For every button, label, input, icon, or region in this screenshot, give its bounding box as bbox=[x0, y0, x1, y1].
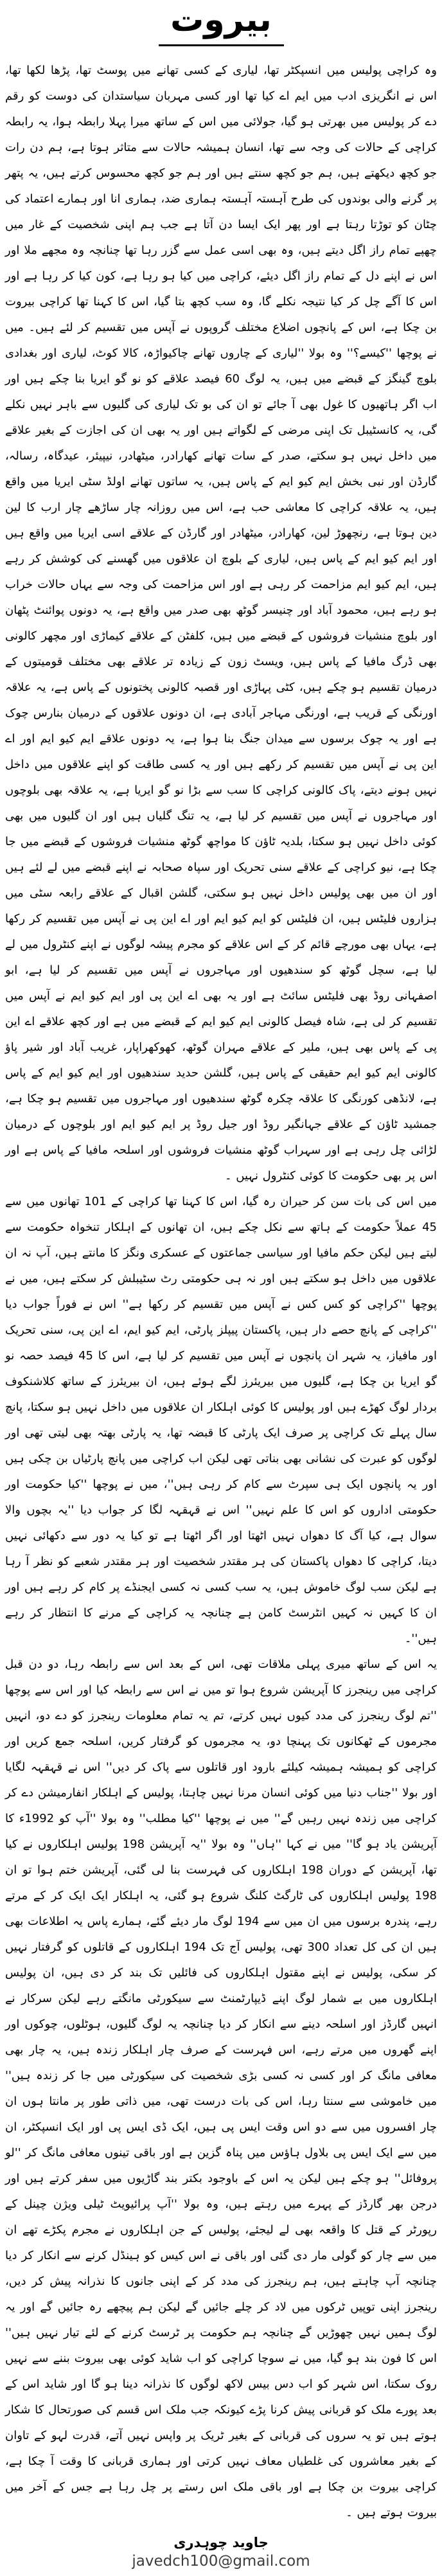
author-name: جاوید چوہدری bbox=[173, 2534, 269, 2550]
author-email: javedch100@gmail.com bbox=[132, 2552, 310, 2570]
title-divider bbox=[159, 44, 284, 46]
page-title: بیروت bbox=[170, 1, 272, 39]
article-body bbox=[5, 58, 437, 2526]
article-paragraph-2: میں اس کی بات سن کر حیران رہ گیا، اس کا کہنا تھا کراچی کے 101 تھانوں میں سے 45 عملاً حکومت کے ہاتھ سے نکل چکے ہیں، ان تھانوں کے اہلکار تنخواہ حکومت سے لیتے ہیں لیکن حکم مافیا اور سیاسی جماعتوں کے عسکری ونگز کا مانتے ہیں، آپ نہ ان علاقوں میں داخل ہو سکتے ہیں اور نہ ہی حکومتی رٹ سٹیبلش کر سکتے ہیں، میں نے پوچھا ''کراچی کو کس کس نے آپس میں تقسیم کر رکھا ہے'' اس نے فوراً جواب دیا ''کراچی کے پانچ حصے دار ہیں، پاکستان پیپلز پارٹی، ایم کیو ایم، اے این پی، سنی تحریک اور مافیاز، یہ شہر ان پانچوں نے آپس میں تقسیم کر لیا ہے، اس کا 45 فیصد حصہ نو گو ایریا بن چکا ہے، گلیوں میں بیریئرز لگے ہوئے ہیں، ان بیریئرز کے ساتھ کلاشنکوف بردار لوگ کھڑے ہیں اور پولیس کا کوئی اہلکار ان علاقوں میں داخل نہیں ہو سکتا، پانچ سال پہلے تک کراچی پر صرف ایک پارٹی کا قبضہ تھا، یہ پارٹی بھتہ بھی لیتی تھی اور لوگوں کو عبرت کی نشانی بھی بناتی تھی لیکن اب کراچی میں پانچ پارٹیاں بن چکی ہیں اور یہ پانچوں ایک ہی سپرٹ سے کام کر رہی ہیں''، میں نے پوچھا ''کیا حکومت اور حکومتی اداروں کو اس کا علم نہیں'' اس نے قہقہہ لگا کر جواب دیا ''یہ بچوں والا سوال ہے، کیا آگ کا دھواں نہیں اٹھتا اور اگر اٹھتا ہے تو کیا یہ دور سے دکھائی نہیں دیتا، کراچی کا دھواں پاکستان کی ہر مقتدر شخصیت اور ہر مقتدر شعبے کو نظر آ رہا ہے لیکن سب لوگ خاموش ہیں، یہ سب کسی نہ کسی ایجنڈے پر کام کر رہے ہیں اور ان کا کہیں نہ کہیں انٹرسٹ کامن ہے چنانچہ یہ کراچی کے مرنے کا انتظار کر رہے ہیں''۔ bbox=[5, 1194, 438, 1645]
article-paragraph-3: یہ اس کے ساتھ میری پہلی ملاقات تھی، اس کے بعد اس سے رابطہ رہا، دو دن قبل کراچی میں رینجرز کا آپریشن شروع ہوا تو میں نے اس سے رابطہ کیا اور اس سے پوچھا ''تم لوگ رینجرز کی مدد کیوں نہیں کرتے، تم یہ تمام معلومات رینجرز کو دے دو، انہیں مجرموں کے ٹھکانوں تک پہنچا دو، یہ مجرموں کو گرفتار کریں، اسلحہ جمع کریں اور کراچی کو ہمیشہ ہمیشہ کیلئے بارود اور قاتلوں سے پاک کر دیں'' اس نے قہقہہ لگایا اور بولا ''جناب دنیا میں کوئی انسان مرنا نہیں چاہتا، پولیس کے اہلکار انفارمیشن دے کر کراچی میں زندہ نہیں رہیں گے'' میں نے پوچھا ''کیا مطلب'' وہ بولا ''آپ کو 1992ء کا آپریشن یاد ہو گا'' میں نے کہا ''ہاں'' وہ بولا ''یہ آپریشن 198 پولیس اہلکاروں نے کیا تھا، آپریشن کے دوران 198 اہلکاروں کی فہرست بنا لی گئی، آپریشن ختم ہوا تو ان 198 پولیس اہلکاروں کی ٹارگٹ کلنگ شروع ہو گئی، یہ اہلکار ایک ایک کر کے مرتے رہے، پندرہ برسوں میں ان میں سے 194 لوگ مار دیئے گئے، ہمارے پاس یہ اطلاعات بھی ہیں ان کی کل تعداد 300 تھی، پولیس آج تک 194 اہلکاروں کے قاتلوں کو گرفتار نہیں کر سکی، پولیس نے اپنے مقتول اہلکاروں کی فائلیں تک بند کر دی ہیں، ان پولیس اہلکاروں میں بے شمار لوگ اپنے ڈیپارٹمنٹ سے سیکورٹی مانگتے رہے لیکن سرکار نے انہیں گارڈز اور اسلحہ دینے سے انکار کر دیا چنانچہ یہ لوگ گلیوں، ہوٹلوں، چوکوں اور اپنے گھروں میں مرتے رہے، اس فہرست کے صرف چار اہلکار زندہ ہیں، یہ چار بھی معافی مانگ کر اور کسی نہ کسی بڑی شخصیت کی سیکورٹی میں جا کر زندہ ہیں'' میں خاموشی سے سنتا رہا، اس کی بات درست تھی، میں ذاتی طور پر مانتا ہوں ان چار افسروں میں سے دو اس وقت ایس پی ہیں، ایک ڈی ایس پی اور ایک انسپکٹر، ان میں سے ایک ایس پی بلاول ہاؤس میں پناہ گزین ہے اور باقی تینوں معافی مانگ کر ''لو پروفائل'' ہو چکے ہیں لیکن یہ اس کے باوجود بکتر بند گاڑیوں میں سفر کرتے ہیں اور درجن بھر گارڈز کے پہرے میں رہتے ہیں، وہ بولا ''آپ پرائیویٹ ٹیلی ویژن چینل کے رپورٹر کے قتل کا واقعہ بھی لے لیجئے، پولیس کے جن اہلکاروں نے مجرم پکڑے تھے ان میں سے چار کو گولی مار دی گئی اور باقی نے اس کیس کو ہینڈل کرنے سے انکار کر دیا چنانچہ آپ چاہتے ہیں، ہم رینجرز کی مدد کر کے اپنی جانوں کا نذرانہ پیش کر دیں، رینجرز اپنی توپیں ٹرکوں میں لاد کر چلے جائیں گے لیکن ہم پیچھے رہ جائیں گے اور یہ لوگ ہمیں نہیں چھوڑیں گے چنانچہ ہم حکومت پر ٹرسٹ کرنے کے لئے تیار نہیں ہیں'' اس کا فون بند ہو گیا، میں نے سوچا کراچی کو اب شاید کوئی بھی بیروت بننے سے نہیں روک سکتا، اس شہر کو اب دس بیس لاکھ لوگوں کا نذرانہ دینا ہو گا اور شاید اس کے بعد پورے ملک کو قربانی پیش کرنا پڑے کیونکہ جب ملک اس قسم کی صورتحال کا شکار ہوتے ہیں تو یہ سروں کی قربانی کے بغیر ٹریک پر واپس نہیں آتے، قدرت لہو کے تاوان کے بغیر معاشروں کی غلطیاں معاف نہیں کرتی اور ہماری قربانی کا وقت آ چکا ہے، کراچی بیروت بن چکا ہے اور باقی ملک اس رستے پر چل رہا ہے جس کے آخر میں بیروت ہوتے ہیں ۔ bbox=[5, 1657, 437, 2519]
article-paragraph-1: وہ کراچی پولیس میں انسپکٹر تھا، لیاری کے کسی تھانے میں پوسٹ تھا، پڑھا لکھا تھا، اس نے انگریزی ادب میں ایم اے کیا تھا اور کسی مہربان سیاستدان کی دوست کو رقم دے کر پولیس میں بھرتی ہو گیا، جولائی میں اس کے ساتھ میرا پہلا رابطہ ہوا، یہ رابطہ کراچی کے حالات کی وجہ سے تھا، انسان ہمیشہ حالات سے متاثر ہوتا ہے، ہم دن رات جو کچھ دیکھتے ہیں، ہم جو کچھ سنتے ہیں اور ہم جو کچھ محسوس کرتے ہیں، یہ پتھر پر گرنے والی بوندوں کی طرح آہستہ آہستہ ہماری ضد، ہماری انا اور ہمارے اعتماد کی چٹان کو توڑتا رہتا ہے اور پھر ایک ایسا دن آتا ہے جب ہم اپنی شخصیت کے غار میں چھپے تمام راز اگل دیتے ہیں، وہ بھی اسی عمل سے گزر رہا تھا چنانچہ وہ مجھے ملا اور اس نے اپنے دل کے تمام راز اگل دیئے، کراچی میں کیا ہو رہا ہے، کون کیا کر رہا ہے اور اس کا آگے چل کر کیا نتیجہ نکلے گا، وہ سب کچھ بتا گیا، اس کا کہنا تھا کراچی بیروت بن چکا ہے، اس کے پانچوں اضلاع مختلف گروپوں نے آپس میں تقسیم کر لئے ہیں۔ میں نے پوچھا ''کیسے؟'' وہ بولا ''لیاری کے چاروں تھانے چاکیواڑہ، کالا کوٹ، لیاری اور بغدادی بلوچ گینگز کے قبضے میں ہیں، یہ لوگ 60 فیصد علاقے کو نو گو ایریا بنا چکے ہیں اور اب اگر ہاتھیوں کا غول بھی آ جائے تو ان کی بو تک لیاری کی گلیوں سے باہر نہیں نکلے گی، یہ کانسٹیبل تک اپنی مرضی کے لگواتے ہیں اور یہ بھی ان کی اجازت کے بغیر علاقے میں داخل نہیں ہو سکتے، صدر کے سات تھانے کھارادر، میٹھادر، نیپیئر، عیدگاہ، رسالہ، گارڈن اور نبی بخش ایم کیو ایم کے پاس ہیں، یہ ساتوں تھانے اولڈ سٹی ایریا میں واقع ہیں، یہ علاقہ کراچی کا معاشی حب ہے، اس میں روزانہ چار ساڑھے چار ارب کا لین دین ہوتا ہے، رنچھوڑ لین، کھارادر، میٹھادر اور گارڈن کے علاقے اسی ایریا میں واقع ہیں اور ایم کیو ایم کے پاس ہیں، لیاری کے بلوچ ان علاقوں میں گھسنے کی کوشش کر رہے ہیں، ایم کیو ایم مزاحمت کر رہی ہے اور اس مزاحمت کی وجہ سے یہاں حالات خراب ہو رہے ہیں، محمود آباد اور چنیسر گوٹھ بھی صدر میں واقع ہے، یہ دونوں پوائنٹ پٹھان اور بلوچ منشیات فروشوں کے قبضے میں ہیں، کلفٹن کے علاقے کیماڑی اور مچھر کالونی بھی ڈرگ مافیا کے پاس ہیں، ویسٹ زون کے زیادہ تر علاقے بھی مختلف قومیتوں کے درمیان تقسیم ہو چکے ہیں، کٹی پہاڑی اور قصبہ کالونی پختونوں کے پاس ہے، یہ علاقہ اورنگی کے قریب ہے، اورنگی مہاجر آبادی ہے، ان دونوں علاقوں کے درمیان بنارس چوک ہے اور یہ چوک برسوں سے میدان جنگ بنا ہوا ہے، یہ دونوں علاقے ایم کیو ایم اور اے این پی نے آپس میں تقسیم کر رکھے ہیں اور یہ کسی طاقت کو اپنے علاقوں میں داخل نہیں ہونے دیتے، پاک کالونی کراچی کا سب سے بڑا نو گو ایریا ہے، یہ علاقہ بھی بلوچوں اور مہاجروں نے آپس میں تقسیم کر لیا ہے، یہ تنگ گلیاں ہیں اور ان گلیوں میں بھی کوئی داخل نہیں ہو سکتا، بلدیہ ٹاؤن کا مواچھ گوٹھ منشیات فروشوں کے قبضے میں جا چکا ہے، نیو کراچی کے علاقے سنی تحریک اور سپاہ صحابہ نے اپنے قبضے میں لے لئے ہیں اور ان میں بھی پولیس داخل نہیں ہو سکتی، گلشن اقبال کے علاقے رابعہ سٹی میں ہزاروں فلیٹس ہیں، ان فلیٹس کو ایم کیو ایم اور اے این پی نے آپس میں تقسیم کر رکھا ہے، یہاں بھی مورچے قائم کر کے اس علاقے کو مجرم پیشہ لوگوں نے اپنے کنٹرول میں لے لیا ہے، سچل گوٹھ کو سندھیوں اور مہاجروں نے آپس میں تقسیم کر لیا ہے، ابو اصفہانی روڈ بھی فلیٹس سائٹ ہے اور یہ بھی اے این پی اور ایم کیو ایم نے آپس میں تقسیم کر لی ہے، شاہ فیصل کالونی ایم کیو ایم کے قبضے میں ہے اور کچھ علاقے اے این پی کے پاس بھی ہیں، ملیر کے علاقے مہران گوٹھ، کھوکھراپار، غریب آباد اور شیر پاؤ کالونی ایم کیو ایم حقیقی کے پاس ہیں، گلشن حدید سندھیوں اور ایم کیو ایم کے پاس ہے، لانڈھی کورنگی کا علاقہ چکرہ گوٹھ سندھیوں اور مہاجروں میں تقسیم ہو چکا ہے، جمشید ٹاؤن کے علاقے جہانگیر روڈ اور جیل روڈ پر ایم کیو ایم اور بلوچوں کے درمیان لڑائی چل رہی ہے اور سہراب گوٹھ منشیات فروشوں اور اسلحہ مافیا کے پاس ہے اور اس پر بھی حکومت کا کوئی کنٹرول نہیں ۔ bbox=[5, 63, 438, 1183]
